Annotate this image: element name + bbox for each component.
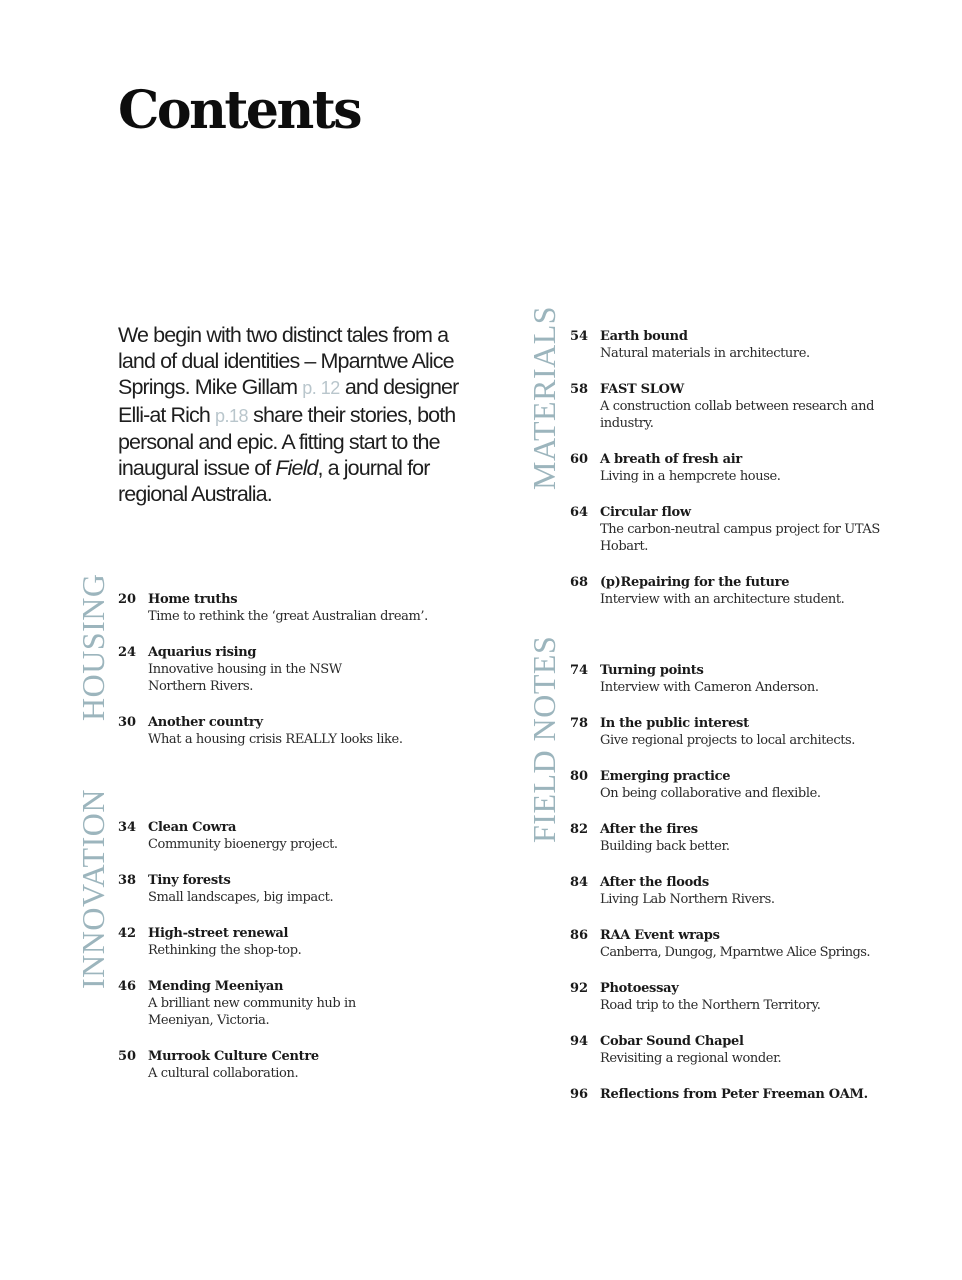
page-number: 42 [118, 926, 137, 941]
section-label-innovation: INNOVATION [75, 789, 111, 989]
journal-name: Field [275, 456, 318, 481]
entry-title: Home truths [148, 592, 238, 607]
page-number: 78 [570, 716, 589, 731]
entry-title: FAST SLOW [600, 382, 684, 397]
page-number: 74 [570, 663, 589, 678]
toc-entry[interactable] [570, 1086, 940, 1103]
entry-title: Another country [148, 715, 263, 730]
entry-title: Photoessay [600, 981, 679, 996]
page-number: 80 [570, 769, 589, 784]
intro-text: and designer Elli-at Rich [118, 375, 459, 427]
toc-entry[interactable] [570, 1033, 940, 1067]
entry-title: Tiny forests [148, 873, 231, 888]
entry-title: After the fires [600, 822, 698, 837]
toc-entry[interactable] [570, 927, 940, 961]
toc-entry[interactable] [570, 451, 930, 485]
entry-title: Murrook Culture Centre [148, 1049, 319, 1064]
toc-entry[interactable] [118, 644, 478, 695]
entry-title: Turning points [600, 663, 704, 678]
entry-title: (p)Repairing for the future [600, 575, 790, 590]
toc-entry[interactable] [570, 874, 940, 908]
entry-description: Time to rethink the ‘great Australian dream’. [148, 609, 428, 624]
entry-title: After the floods [600, 875, 709, 890]
toc-entry[interactable] [570, 328, 930, 362]
toc-entry[interactable] [118, 925, 478, 959]
page-number: 20 [118, 592, 137, 607]
toc-entry[interactable] [118, 819, 478, 853]
entry-description: On being collaborative and flexible. [600, 786, 821, 801]
toc-entry[interactable] [570, 574, 930, 608]
toc-entry[interactable] [570, 715, 940, 749]
intro-text: , a journal for regional Australia. [118, 456, 430, 507]
entry-description: Building back better. [600, 839, 730, 854]
entry-description: Living Lab Northern Rivers. [600, 892, 775, 907]
entry-description: Natural materials in architecture. [600, 346, 810, 361]
toc-entry[interactable] [118, 872, 478, 906]
page-number: 86 [570, 928, 589, 943]
entry-title: RAA Event wraps [600, 928, 720, 943]
entry-description: Interview with Cameron Anderson. [600, 680, 819, 695]
entry-title: Cobar Sound Chapel [600, 1034, 744, 1049]
page-number: 82 [570, 822, 589, 837]
page-number: 30 [118, 715, 137, 730]
toc-entry[interactable] [570, 980, 940, 1014]
page-reference: p. 12 [302, 378, 340, 399]
section-label-materials: MATERIALS [526, 305, 562, 490]
entry-description: What a housing crisis REALLY looks like. [148, 732, 403, 747]
toc-entry[interactable] [570, 821, 940, 855]
page-number: 60 [570, 452, 589, 467]
entry-title: In the public interest [600, 716, 749, 731]
entry-description: A brilliant new community hub in Meeniyan, Victoria. [148, 996, 356, 1028]
page-number: 38 [118, 873, 137, 888]
intro-text: We begin with two distinct tales from a land of dual identities – Mparntwe Alice Springs. Mike Gillam [118, 323, 454, 400]
entry-title: Aquarius rising [148, 645, 257, 660]
page-number: 94 [570, 1034, 589, 1049]
entry-description: The carbon-neutral campus project for UTAS Hobart. [600, 522, 880, 554]
entry-title: High-street renewal [148, 926, 289, 941]
innovation-list [118, 819, 478, 1082]
page-number: 46 [118, 979, 137, 994]
entry-title: Circular flow [600, 505, 691, 520]
toc-entry[interactable] [570, 381, 930, 432]
toc-entry[interactable] [118, 591, 478, 625]
entry-description: Road trip to the Northern Territory. [600, 998, 821, 1013]
entry-title: Mending Meeniyan [148, 979, 284, 994]
entry-title: Emerging practice [600, 769, 731, 784]
page-number: 50 [118, 1049, 137, 1064]
field-notes-list [570, 662, 940, 1103]
entry-description: Revisiting a regional wonder. [600, 1051, 782, 1066]
entry-title: Clean Cowra [148, 820, 237, 835]
page-number: 84 [570, 875, 589, 890]
page-number: 92 [570, 981, 589, 996]
intro-text: share their stories, both personal and epic. A fitting start to the inaugural issue of [118, 402, 456, 481]
entry-description: A construction collab between research and industry. [600, 399, 875, 431]
entry-title: Earth bound [600, 329, 688, 344]
materials-list [570, 328, 930, 608]
page-number: 58 [570, 382, 589, 397]
toc-entry[interactable] [570, 768, 940, 802]
page-number: 64 [570, 505, 589, 520]
entry-title: Reflections from Peter Freeman OAM. [600, 1087, 868, 1102]
page-reference: p.18 [215, 405, 249, 426]
section-label-housing: HOUSING [75, 573, 111, 721]
entry-description: Community bioenergy project. [148, 837, 338, 852]
entry-title: A breath of fresh air [600, 452, 742, 467]
section-label-field-notes: FIELD NOTES [526, 635, 562, 843]
intro-paragraph [118, 322, 478, 507]
toc-entry[interactable] [118, 1048, 478, 1082]
page-number: 96 [570, 1087, 589, 1102]
page-number: 68 [570, 575, 589, 590]
toc-entry[interactable] [570, 662, 940, 696]
page-number: 54 [570, 329, 589, 344]
entry-description: Interview with an architecture student. [600, 592, 845, 607]
entry-description: Give regional projects to local architects. [600, 733, 856, 748]
toc-entry[interactable] [118, 978, 478, 1029]
toc-entry[interactable] [570, 504, 930, 555]
entry-description: Canberra, Dungog, Mparntwe Alice Springs. [600, 945, 870, 960]
page-number: 34 [118, 820, 137, 835]
entry-description: Rethinking the shop-top. [148, 943, 302, 958]
housing-list [118, 591, 478, 748]
entry-description: Innovative housing in the NSW Northern Rivers. [148, 662, 342, 694]
entry-description: Living in a hempcrete house. [600, 469, 781, 484]
entry-description: Small landscapes, big impact. [148, 890, 334, 905]
entry-description: A cultural collaboration. [148, 1066, 299, 1081]
page-title: Contents [118, 80, 361, 141]
toc-entry[interactable] [118, 714, 478, 748]
page-number: 24 [118, 645, 137, 660]
